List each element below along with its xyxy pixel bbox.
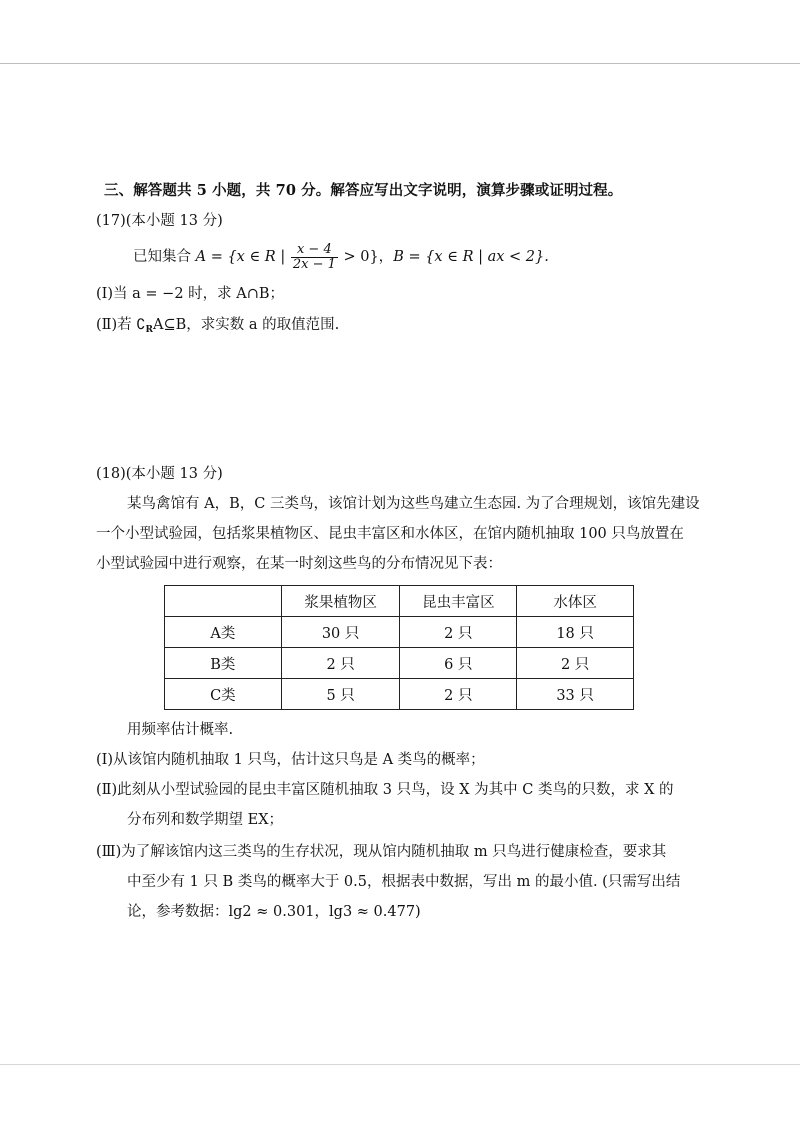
table-cell: 2 只 (281, 648, 400, 679)
q17-part2-prefix: (Ⅱ)若 ∁ (96, 317, 146, 333)
q18-part3-line3: 论，参考数据：lg2 ≈ 0.301，lg3 ≈ 0.477) (127, 904, 421, 920)
q17-part2-suffix: A⊆B，求实数 a 的取值范围. (153, 317, 340, 333)
table-cell: 2 只 (400, 617, 517, 648)
q18-points: (本小题 13 分) (125, 466, 223, 482)
table-header-cell: 水体区 (517, 586, 634, 617)
table-cell: A类 (165, 617, 282, 648)
table-cell: 2 只 (400, 679, 517, 710)
q18-part3-line2: 中至少有 1 只 B 类鸟的概率大于 0.5，根据表中数据，写出 m 的最小值. (只需写出结 (127, 874, 681, 890)
bird-distribution-table (164, 585, 634, 710)
set-a-open: A = {x ∈ R | (195, 249, 290, 265)
set-b: B = {x ∈ R | ax < 2}. (393, 249, 549, 265)
q18-heading (96, 464, 223, 484)
page-top-edge (0, 0, 800, 64)
q17-points: (本小题 13 分) (125, 213, 223, 229)
q18-number: (18) (96, 466, 126, 482)
q17-part1: (Ⅰ)当 a = −2 时，求 A∩B； (96, 286, 285, 302)
q18-part3-line1: (Ⅲ)为了解该馆内这三类鸟的生存状况，现从馆内随机抽取 m 只鸟进行健康检查，要求其 (96, 844, 667, 860)
table-header-row (165, 586, 634, 617)
q18-part1: (Ⅰ)从该馆内随机抽取 1 只鸟，估计这只鸟是 A 类鸟的概率； (96, 752, 485, 768)
table-cell: B类 (165, 648, 282, 679)
q17-number: (17) (96, 213, 126, 229)
table-header-cell: 昆虫丰富区 (400, 586, 517, 617)
q17-heading (96, 211, 223, 231)
q18-note: 用频率估计概率. (127, 722, 234, 738)
table-cell: 18 只 (517, 617, 634, 648)
q18-part2-line2: 分布列和数学期望 EX； (127, 812, 284, 828)
q17-stem (133, 240, 549, 274)
fraction-numerator: x − 4 (291, 243, 338, 258)
q18-intro-line3: 小型试验园中进行观察，在某一时刻这些鸟的分布情况见下表： (96, 556, 502, 572)
q17-part2 (96, 315, 339, 340)
table-row (165, 617, 634, 648)
table-cell: C类 (165, 679, 282, 710)
table-cell: 6 只 (400, 648, 517, 679)
complement-subscript: R (145, 325, 153, 335)
set-a-close: > 0}， (338, 249, 394, 265)
set-a-fraction (291, 243, 338, 272)
q17-stem-prefix: 已知集合 (133, 249, 196, 265)
page-bottom-edge (0, 1064, 800, 1065)
section-header: 三、解答题共 5 小题，共 70 分。解答应写出文字说明，演算步骤或证明过程。 (104, 182, 623, 199)
table-cell: 33 只 (517, 679, 634, 710)
q18-part2-line1: (Ⅱ)此刻从小型试验园的昆虫丰富区随机抽取 3 只鸟，设 X 为其中 C 类鸟的只数，求 X 的 (96, 782, 674, 798)
table-cell: 2 只 (517, 648, 634, 679)
table-header-cell (165, 586, 282, 617)
q18-intro-line2: 一个小型试验园，包括浆果植物区、昆虫丰富区和水体区，在馆内随机抽取 100 只鸟放置在 (96, 526, 684, 542)
table-row (165, 679, 634, 710)
table-header-cell: 浆果植物区 (281, 586, 400, 617)
table-cell: 5 只 (281, 679, 400, 710)
fraction-denominator: 2x − 1 (292, 256, 336, 272)
table-row (165, 648, 634, 679)
q18-intro-line1: 某鸟禽馆有 A，B，C 三类鸟，该馆计划为这些鸟建立生态园. 为了合理规划，该馆先建设 (127, 496, 700, 512)
table-cell: 30 只 (281, 617, 400, 648)
